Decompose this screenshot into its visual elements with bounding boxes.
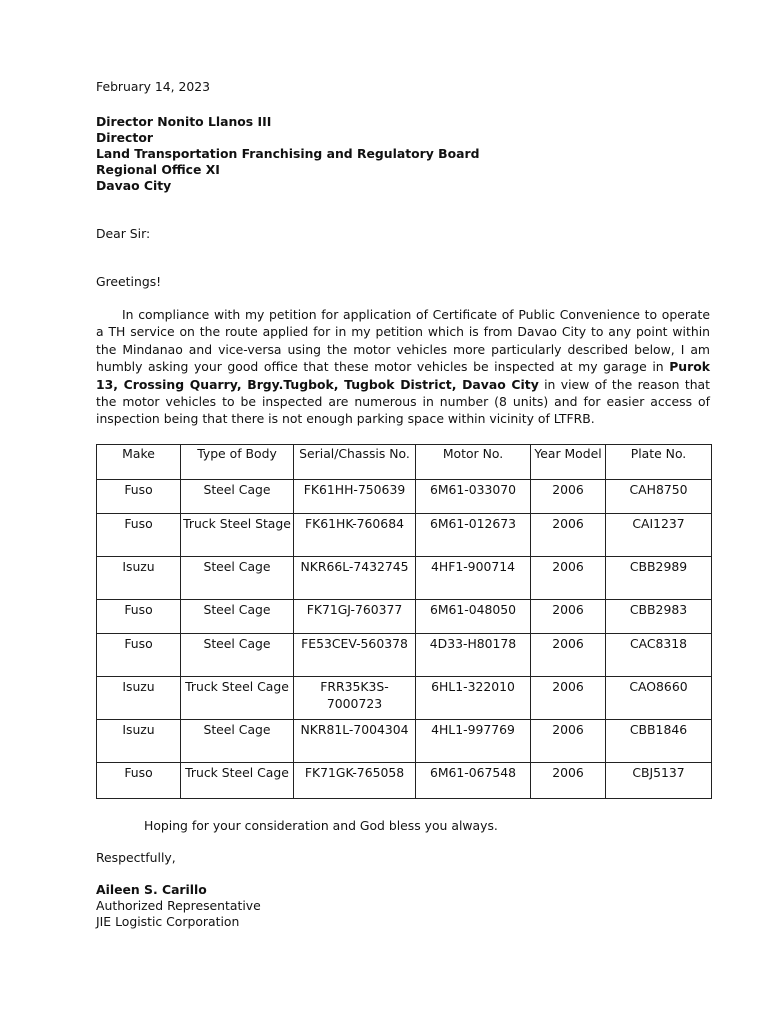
cell-motor: 4HF1-900714 — [416, 557, 531, 600]
recipient-agency: Land Transportation Franchising and Regulatory Board — [96, 146, 480, 161]
letter-date: February 14, 2023 — [96, 79, 211, 94]
cell-body-type: Steel Cage — [181, 480, 294, 514]
table-header-row — [97, 445, 712, 480]
cell-make: Fuso — [97, 763, 181, 799]
recipient-address — [96, 114, 710, 194]
cell-make: Fuso — [97, 634, 181, 677]
table-row — [97, 557, 712, 600]
salutation: Dear Sir: — [96, 226, 151, 241]
table-row — [97, 600, 712, 634]
vehicle-table — [96, 444, 712, 799]
signature-block — [96, 882, 710, 930]
cell-year: 2006 — [531, 677, 606, 720]
cell-plate: CBB2989 — [606, 557, 712, 600]
cell-year: 2006 — [531, 557, 606, 600]
cell-serial: FK61HH-750639 — [294, 480, 416, 514]
cell-year: 2006 — [531, 763, 606, 799]
cell-year: 2006 — [531, 634, 606, 677]
cell-make: Isuzu — [97, 677, 181, 720]
recipient-title: Director — [96, 130, 153, 145]
body-location: Purok 13, Crossing Quarry, Brgy.Tugbok, Tugbok District, Davao City — [96, 359, 710, 392]
recipient-name: Director Nonito Llanos III — [96, 114, 272, 129]
cell-body-type: Truck Steel Cage — [181, 677, 294, 720]
cell-plate: CAI1237 — [606, 514, 712, 557]
cell-motor: 6M61-067548 — [416, 763, 531, 799]
cell-motor: 4D33-H80178 — [416, 634, 531, 677]
cell-plate: CBB1846 — [606, 720, 712, 763]
table-row — [97, 763, 712, 799]
cell-plate: CBB2983 — [606, 600, 712, 634]
cell-motor: 6M61-033070 — [416, 480, 531, 514]
cell-body-type: Steel Cage — [181, 634, 294, 677]
cell-make: Fuso — [97, 480, 181, 514]
cell-year: 2006 — [531, 600, 606, 634]
cell-motor: 6M61-048050 — [416, 600, 531, 634]
cell-year: 2006 — [531, 480, 606, 514]
table-row — [97, 677, 712, 720]
cell-serial: NKR66L-7432745 — [294, 557, 416, 600]
valediction: Respectfully, — [96, 850, 176, 865]
cell-body-type: Truck Steel Cage — [181, 763, 294, 799]
header-serial-chassis: Serial/Chassis No. — [294, 445, 416, 480]
cell-plate: CAO8660 — [606, 677, 712, 720]
table-row — [97, 634, 712, 677]
recipient-city: Davao City — [96, 178, 172, 193]
recipient-office: Regional Office XI — [96, 162, 220, 177]
cell-body-type: Steel Cage — [181, 720, 294, 763]
header-body-type: Type of Body — [181, 445, 294, 480]
cell-serial: FE53CEV-560378 — [294, 634, 416, 677]
body-paragraph — [96, 306, 710, 428]
signatory-name: Aileen S. Carillo — [96, 882, 207, 897]
cell-serial: FK61HK-760684 — [294, 514, 416, 557]
table-row — [97, 480, 712, 514]
cell-serial: NKR81L-7004304 — [294, 720, 416, 763]
table-row — [97, 514, 712, 557]
cell-make: Isuzu — [97, 720, 181, 763]
cell-make: Fuso — [97, 600, 181, 634]
cell-serial: FK71GJ-760377 — [294, 600, 416, 634]
cell-year: 2006 — [531, 720, 606, 763]
cell-body-type: Steel Cage — [181, 600, 294, 634]
cell-motor: 6HL1-322010 — [416, 677, 531, 720]
cell-year: 2006 — [531, 514, 606, 557]
cell-make: Fuso — [97, 514, 181, 557]
body-text-part1: In compliance with my petition for application of Certificate of Public Convenience to operate a TH service on the route applied for in my petition which is from Davao City to any point within the Mindanao and vice-versa using the motor vehicles more particularly described below, I am humbly asking your good office that these motor vehicles be inspected at my garage in — [96, 307, 710, 375]
closing-line: Hoping for your consideration and God bless you always. — [144, 818, 498, 833]
header-motor-no: Motor No. — [416, 445, 531, 480]
table-row — [97, 720, 712, 763]
signatory-title: Authorized Representative — [96, 898, 261, 913]
greeting: Greetings! — [96, 274, 162, 289]
cell-serial: FRR35K3S-7000723 — [294, 677, 416, 720]
header-make: Make — [97, 445, 181, 480]
signatory-company: JIE Logistic Corporation — [96, 914, 240, 929]
cell-motor: 6M61-012673 — [416, 514, 531, 557]
cell-make: Isuzu — [97, 557, 181, 600]
cell-plate: CBJ5137 — [606, 763, 712, 799]
body-text-part2: in view of the reason that the motor vehicles to be inspected are numerous in number (8 units) and for easier access of inspection being that there is not enough parking space within vicinity of LTFRB. — [96, 376, 710, 427]
cell-plate: CAC8318 — [606, 634, 712, 677]
cell-serial: FK71GK-765058 — [294, 763, 416, 799]
cell-motor: 4HL1-997769 — [416, 720, 531, 763]
cell-body-type: Steel Cage — [181, 557, 294, 600]
cell-plate: CAH8750 — [606, 480, 712, 514]
cell-body-type: Truck Steel Stage — [181, 514, 294, 557]
header-plate-no: Plate No. — [606, 445, 712, 480]
header-year-model: Year Model — [531, 445, 606, 480]
